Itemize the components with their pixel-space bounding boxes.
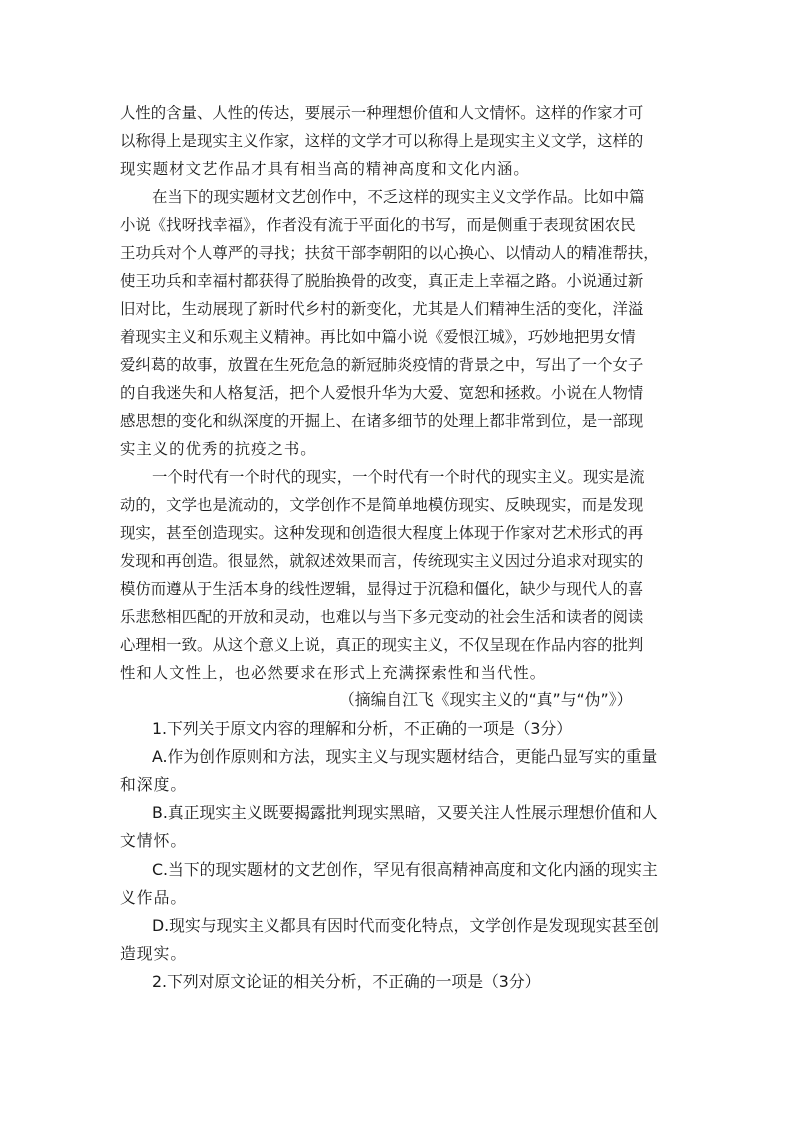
passage-line: 现实题材文艺作品才具有相当高的精神高度和文化内涵。: [120, 160, 530, 178]
passage-line: 一个时代有一个时代的现实，一个时代有一个时代的现实主义。现实是流: [152, 468, 645, 486]
question-1-option-d-cont: 造现实。: [120, 944, 188, 963]
passage-line: 实主义的优秀的抗疫之书。: [120, 440, 317, 458]
passage-line: 爱纠葛的故事，放置在生死危急的新冠肺炎疫情的背景之中，写出了一个女子: [120, 356, 644, 374]
passage-line: 在当下的现实题材文艺创作中，不乏这样的现实主义文学作品。比如中篇: [152, 188, 645, 206]
passage-source: （摘编自江飞《现实主义的“真”与“伪”》）: [339, 690, 633, 709]
passage-line: 着现实主义和乐观主义精神。再比如中篇小说《爱恨江城》，巧妙地把男女情: [120, 328, 636, 346]
question-1-option-a: A.作为创作原则和方法，现实主义与现实题材结合，更能凸显写实的重量: [152, 747, 658, 766]
passage-line: 小说《找呀找幸福》，作者没有流于平面化的书写，而是侧重于表现贫困农民: [120, 216, 636, 234]
question-1-option-c: C.当下的现实题材的文艺创作，罕见有很高精神高度和文化内涵的现实主: [152, 860, 658, 879]
passage-line: 乐悲愁相匹配的开放和灵动，也难以与当下多元变动的社会生活和读者的阅读: [120, 608, 644, 626]
question-1-option-a-cont: 和深度。: [120, 775, 188, 794]
passage-line: 发现和再创造。很显然，就叙述效果而言，传统现实主义因过分追求对现实的: [120, 552, 644, 570]
question-1-option-b: B.真正现实主义既要揭露批判现实黑暗，又要关注人性展示理想价值和人: [152, 803, 658, 822]
passage-line: 王功兵对个人尊严的寻找；扶贫干部李朝阳的以心换心、以情动人的精准帮扶，: [120, 244, 659, 262]
passage-line: 心理相一致。从这个意义上说，真正的现实主义，不仅呈现在作品内容的批判: [120, 636, 644, 654]
question-1-option-b-cont: 文情怀。: [120, 831, 188, 850]
passage-line: 的自我迷失和人格复活，把个人爱恨升华为大爱、宽恕和拯救。小说在人物情: [120, 384, 644, 402]
passage-line: 模仿而遵从于生活本身的线性逻辑，显得过于沉稳和僵化，缺少与现代人的喜: [120, 580, 644, 598]
passage-line: 动的，文学也是流动的，文学创作不是简单地模仿现实、反映现实，而是发现: [120, 496, 644, 514]
passage-line: 旧对比，生动展现了新时代乡村的新变化，尤其是人们精神生活的变化，洋溢: [120, 300, 644, 318]
passage-line: 以称得上是现实主义作家，这样的文学才可以称得上是现实主义文学，这样的: [120, 132, 644, 150]
question-1-stem: 1.下列关于原文内容的理解和分析，不正确的一项是（3分）: [152, 719, 573, 738]
question-1-option-d: D.现实与现实主义都具有因时代而变化特点，文学创作是发现现实甚至创: [152, 916, 659, 935]
passage-line: 现实，甚至创造现实。这种发现和创造很大程度上体现于作家对艺术形式的再: [120, 524, 644, 542]
question-2-stem: 2.下列对原文论证的相关分析，不正确的一项是（3分）: [152, 972, 541, 991]
question-1-option-c-cont: 义作品。: [120, 888, 188, 907]
passage-line: 使王功兵和幸福村都获得了脱胎换骨的改变，真正走上幸福之路。小说通过新: [120, 272, 644, 290]
passage-line: 人性的含量、人性的传达，要展示一种理想价值和人文情怀。这样的作家才可: [120, 104, 644, 122]
passage-line: 感思想的变化和纵深度的开掘上、在诸多细节的处理上都非常到位，是一部现: [120, 412, 644, 430]
passage-line: 性和人文性上，也必然要求在形式上充满探索性和当代性。: [120, 664, 547, 682]
